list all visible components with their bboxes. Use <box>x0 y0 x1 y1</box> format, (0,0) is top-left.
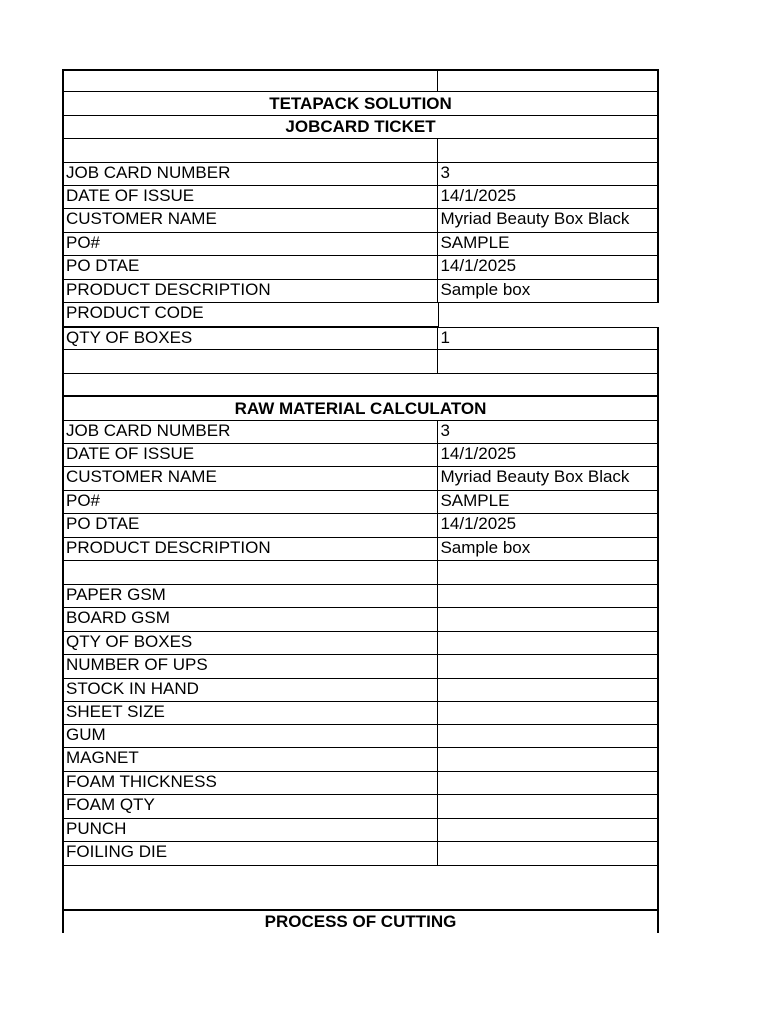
field-value: 3 <box>437 421 657 443</box>
field-value: SAMPLE <box>437 491 657 513</box>
field-value: SAMPLE <box>437 233 657 255</box>
table-row <box>62 491 659 514</box>
field-value <box>437 702 657 724</box>
field-label: PRODUCT DESCRIPTION <box>66 538 271 557</box>
field-value <box>437 679 657 701</box>
field-value <box>437 842 657 865</box>
empty-cell <box>437 139 657 162</box>
field-label: PO DTAE <box>66 256 140 275</box>
table-row <box>62 163 659 186</box>
field-label: CUSTOMER NAME <box>66 467 217 486</box>
table-row <box>62 608 659 632</box>
table-row <box>62 444 659 467</box>
field-label: PO# <box>66 491 101 510</box>
table-row <box>62 585 659 608</box>
field-label: FOAM QTY <box>66 795 155 814</box>
field-label: PRODUCT CODE <box>64 303 439 327</box>
field-value: Myriad Beauty Box Black <box>437 209 657 232</box>
empty-cell <box>437 71 657 91</box>
field-label: BOARD GSM <box>66 608 170 627</box>
field-label: MAGNET <box>66 748 139 767</box>
table-row <box>62 702 659 725</box>
field-label: PAPER GSM <box>66 585 166 604</box>
empty-cell <box>64 866 657 909</box>
empty-cell <box>64 374 657 395</box>
table-row <box>62 819 659 842</box>
table-row <box>62 748 659 772</box>
field-value: 14/1/2025 <box>437 444 657 466</box>
field-label: CUSTOMER NAME <box>66 209 217 228</box>
materials-table <box>62 585 659 865</box>
field-label: SHEET SIZE <box>66 702 165 721</box>
table-row <box>62 186 659 209</box>
empty-row <box>62 69 659 92</box>
table-row <box>62 538 659 561</box>
section-title-row <box>62 911 659 933</box>
field-label: PUNCH <box>66 819 127 838</box>
title-row <box>62 92 659 116</box>
table-row <box>62 327 659 350</box>
field-value: 3 <box>437 163 657 185</box>
table-row <box>62 679 659 702</box>
table-row <box>62 256 659 280</box>
table-row <box>62 842 659 865</box>
field-value <box>437 748 657 771</box>
empty-row <box>62 561 659 585</box>
field-value <box>437 608 657 631</box>
empty-cell <box>437 561 657 584</box>
table-row <box>62 209 659 233</box>
table-row <box>62 280 659 303</box>
empty-row <box>62 139 659 163</box>
field-label: JOB CARD NUMBER <box>66 421 231 440</box>
jobcard-sheet <box>62 69 659 933</box>
table-row <box>62 421 659 444</box>
field-label: JOB CARD NUMBER <box>66 163 231 182</box>
jobcard-subtitle: JOBCARD TICKET <box>285 117 436 136</box>
empty-cell <box>64 71 437 91</box>
field-label: FOILING DIE <box>66 842 168 861</box>
field-label: QTY OF BOXES <box>66 328 193 347</box>
section-title-row <box>62 397 659 421</box>
field-value <box>439 303 659 327</box>
table-row <box>62 467 659 491</box>
table-row <box>62 514 659 538</box>
subtitle-row <box>62 116 659 139</box>
company-title: TETAPACK SOLUTION <box>269 94 452 113</box>
table-row <box>62 233 659 256</box>
table-row <box>62 632 659 655</box>
field-value <box>437 725 657 747</box>
field-value <box>437 632 657 654</box>
field-value <box>437 585 657 607</box>
field-value <box>437 772 657 794</box>
empty-cell <box>437 350 657 373</box>
table-row <box>62 725 659 748</box>
field-value: 14/1/2025 <box>437 256 657 279</box>
field-label: QTY OF BOXES <box>66 632 193 651</box>
field-label: FOAM THICKNESS <box>66 772 217 791</box>
empty-row <box>62 350 659 374</box>
field-value: 14/1/2025 <box>437 514 657 537</box>
field-value <box>437 655 657 678</box>
field-value: Sample box <box>437 280 657 302</box>
empty-row <box>62 865 659 911</box>
empty-cell <box>64 350 437 373</box>
field-value <box>437 795 657 818</box>
field-label: DATE OF ISSUE <box>66 186 195 205</box>
field-value: Sample box <box>437 538 657 560</box>
field-value: 14/1/2025 <box>437 186 657 208</box>
table-row <box>62 795 659 819</box>
field-label: NUMBER OF UPS <box>66 655 208 674</box>
table-row <box>62 655 659 679</box>
field-label: STOCK IN HAND <box>66 679 199 698</box>
field-label: GUM <box>66 725 106 744</box>
field-label: DATE OF ISSUE <box>66 444 195 463</box>
field-value: 1 <box>437 328 657 349</box>
field-label: PRODUCT DESCRIPTION <box>66 280 271 299</box>
empty-cell <box>64 139 437 162</box>
field-value <box>437 819 657 841</box>
raw-material-title: RAW MATERIAL CALCULATON <box>234 399 487 418</box>
table-row <box>62 303 659 327</box>
empty-cell <box>64 561 437 584</box>
field-label: PO DTAE <box>66 514 140 533</box>
field-label: PO# <box>66 233 101 252</box>
table-row <box>62 772 659 795</box>
process-title: PROCESS OF CUTTING <box>264 912 457 931</box>
field-value: Myriad Beauty Box Black <box>437 467 657 490</box>
empty-row <box>62 374 659 397</box>
